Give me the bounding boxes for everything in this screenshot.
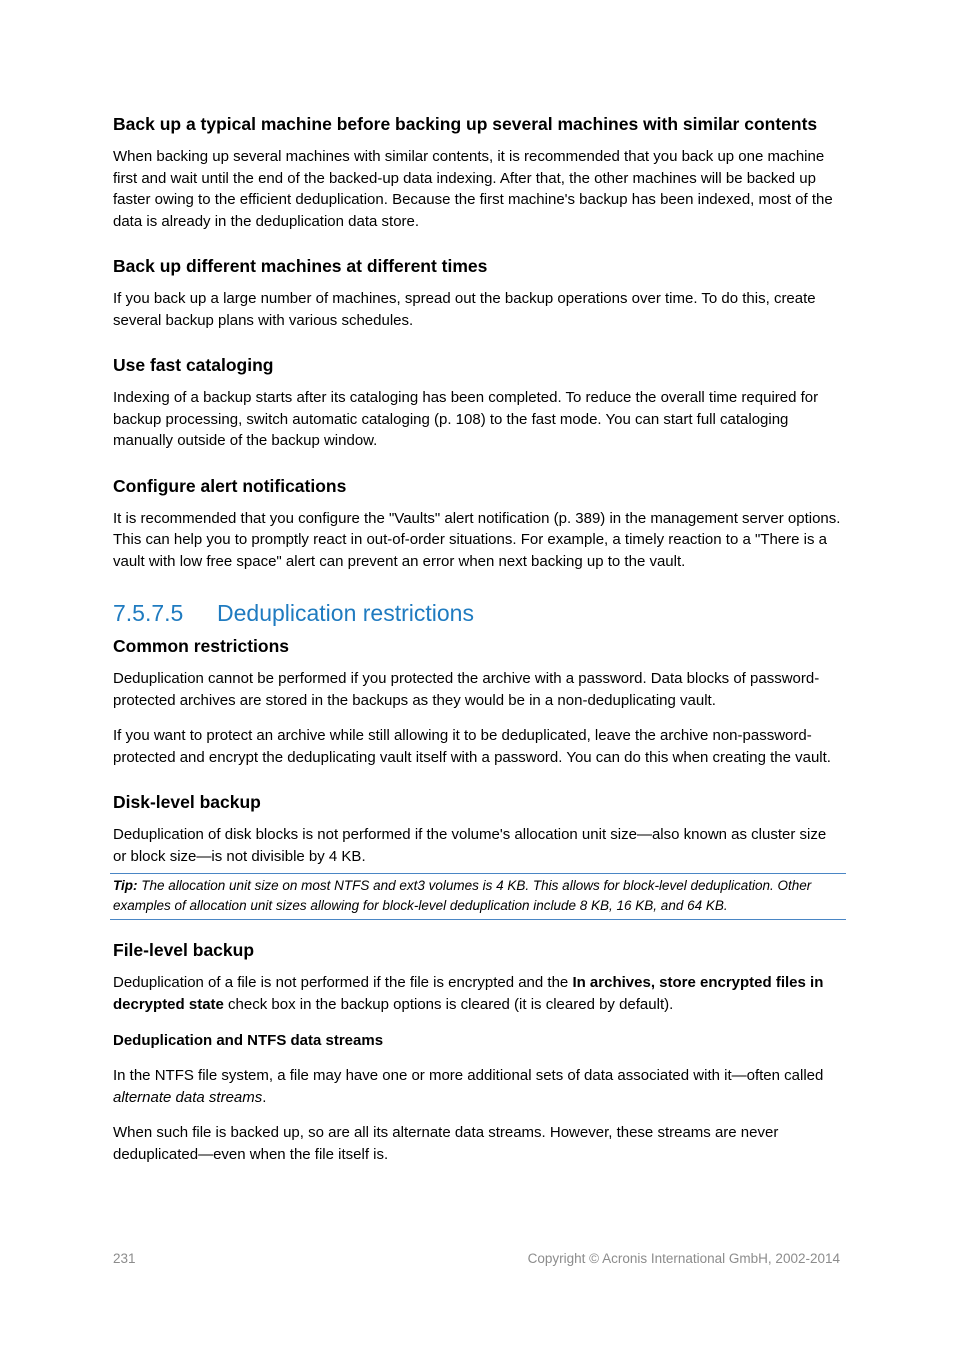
section-number: 7.5.7.5: [113, 600, 184, 626]
paragraph-different-times: If you back up a large number of machines, spread out the backup operations over time. To do this, create several backup plans with various schedules.: [113, 290, 816, 329]
paragraph-ntfs-1: [113, 1065, 843, 1108]
option-name: In archives, store encrypted files in decrypted state: [113, 974, 824, 1013]
paragraph-typical-machine: When backing up several machines with similar contents, it is recommended that you back up one machine first and wait until the end of the backed-up data indexing. After that, the other machines will be backed up faster owing to the efficient deduplication. Because the first machine's backup has been indexed, most of the data is already in the deduplication data store.: [113, 148, 833, 230]
tip-label: Tip:: [113, 878, 138, 893]
heading-alert-notifications: Configure alert notifications: [113, 475, 347, 496]
tip-text: The allocation unit size on most NTFS and ext3 volumes is 4 KB. This allows for block-level deduplication. Other examples of allocation unit sizes allowing for block-level deduplication include 8 KB, 16 KB, and 64 KB.: [113, 878, 812, 913]
section-title: Deduplication restrictions: [217, 600, 474, 626]
file-body-pre: Deduplication of a file is not performed if the file is encrypted and the: [113, 974, 573, 991]
paragraph-common-2: If you want to protect an archive while still allowing it to be deduplicated, leave the archive non-password-protected and encrypt the deduplicating vault itself with a password. You can do this when creating the vault.: [113, 727, 831, 766]
paragraph-disk-level: Deduplication of disk blocks is not performed if the volume's allocation unit size—also known as cluster size or block size—is not divisible by 4 KB.: [113, 826, 827, 865]
heading-common-restrictions: Common restrictions: [113, 636, 289, 656]
heading-typical-machine: Back up a typical machine before backing up several machines with similar contents: [113, 114, 818, 134]
paragraph-file-level: [113, 972, 843, 1015]
heading-ntfs-streams: Deduplication and NTFS data streams: [113, 1032, 384, 1049]
ntfs-pre: In the NTFS file system, a file may have one or more additional sets of data associated with it—often called: [113, 1067, 824, 1084]
paragraph-alert-notifications: It is recommended that you configure the "Vaults" alert notification (p. 389) in the management server options. This can help you to promptly react in out-of-order situations. For example, a timely reaction to a "There is a vault with low free space" alert can prevent an error when next backing up to the vault.: [113, 509, 841, 570]
page-footer: [113, 1251, 840, 1266]
heading-different-times: Back up different machines at different times: [113, 256, 488, 276]
section-heading: [113, 598, 843, 628]
paragraph-common-1: Deduplication cannot be performed if you protected the archive with a password. Data blocks of password-protected archives are stored in the backups as they would be in a non-deduplicating vault.: [113, 670, 820, 709]
heading-disk-level: Disk-level backup: [113, 792, 261, 812]
file-body-post: check box in the backup options is cleared (it is cleared by default).: [223, 995, 674, 1013]
ntfs-italic: alternate data streams: [113, 1088, 263, 1106]
ntfs-post: .: [262, 1088, 267, 1106]
heading-file-level: File-level backup: [113, 940, 255, 960]
tip-box: [110, 873, 846, 920]
paragraph-fast-cataloging: Indexing of a backup starts after its cataloging has been completed. To reduce the overall time required for backup processing, switch automatic cataloging (p. 108) to the fast mode. You can start full cataloging manually outside of the backup window.: [113, 389, 819, 449]
document-page: [113, 112, 843, 1179]
paragraph-ntfs-2: When such file is backed up, so are all its alternate data streams. However, these streams are never deduplicated—even when the file itself is.: [113, 1124, 779, 1163]
heading-fast-cataloging: Use fast cataloging: [113, 355, 274, 375]
page-number: 231: [113, 1251, 136, 1266]
copyright: Copyright © Acronis International GmbH, 2002-2014: [527, 1251, 840, 1266]
